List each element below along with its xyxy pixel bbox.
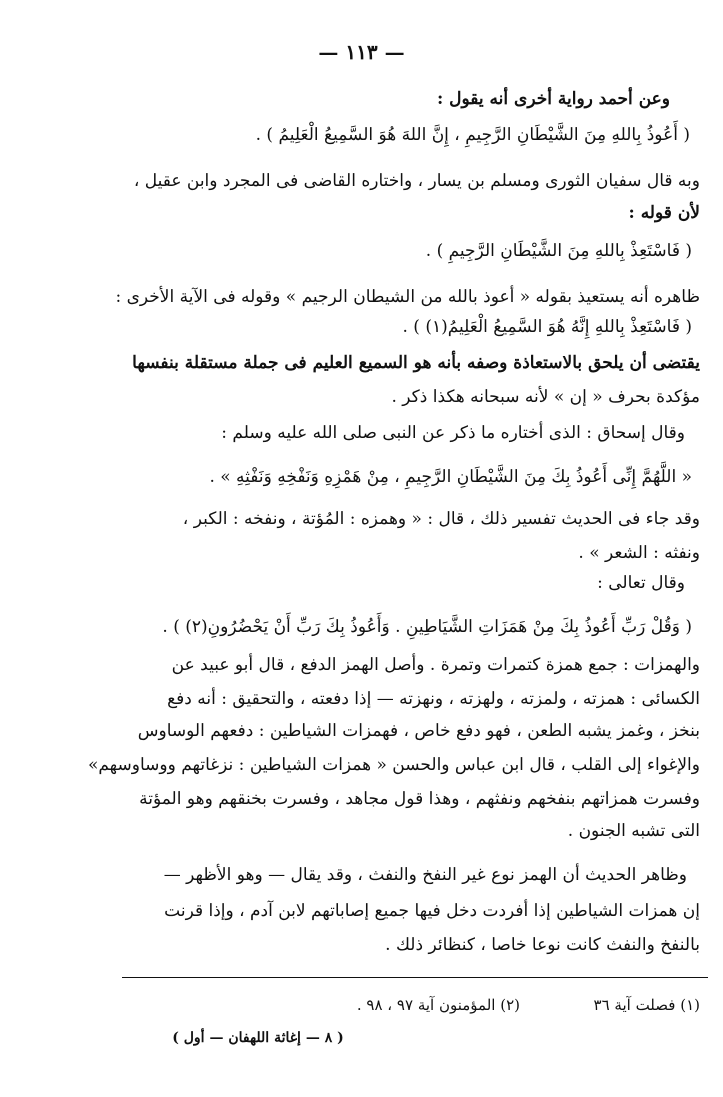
footnote-separator [122, 977, 708, 978]
signature-mark: ( ٨ — إغاثة اللهفان — أول ) [172, 1030, 344, 1046]
text-line: بنخز ، وغمز يشبه الطعن ، فهو دفع خاص ، فهمزات الشياطين : دفعهم الوساوس [137, 721, 700, 741]
text-line: والإغواء إلى القلب ، قال ابن عباس والحسن « همزات الشياطين : نزغاتهم ووساوسهم» [87, 755, 700, 775]
footnote-2: (٢) المؤمنون آية ٩٧ ، ٩٨ . [356, 996, 520, 1014]
text-line: مؤكدة بحرف « إن » لأنه سبحانه هكذا ذكر . [391, 387, 700, 407]
page-number: — ١١٣ — [318, 40, 405, 64]
text-line: يقتضى أن يلحق بالاستعاذة وصفه بأنه هو السميع العليم فى جملة مستقلة بنفسها [132, 353, 700, 373]
text-line: وقال إسحاق : الذى أختاره ما ذكر عن النبى صلى الله عليه وسلم : [221, 423, 685, 443]
text-line: وظاهر الحديث أن الهمز نوع غير النفخ والنفث ، وقد يقال — وهو الأظهر — [163, 865, 687, 885]
text-line: وبه قال سفيان الثورى ومسلم بن يسار ، واختاره القاضى فى المجرد وابن عقيل ، [133, 171, 700, 191]
text-line: لأن قوله : [628, 203, 700, 223]
text-line: ظاهره أنه يستعيذ بقوله « أعوذ بالله من الشيطان الرجيم » وقوله فى الآية الأخرى : [115, 287, 700, 307]
text-line: وعن أحمد رواية أخرى أنه يقول : [436, 89, 670, 109]
text-line: ونفثه : الشعر » . [578, 543, 700, 563]
text-line: إن همزات الشياطين إذا أفردت دخل فيها جميع إصاباتهم لابن آدم ، وإذا قرنت [164, 901, 700, 921]
text-line: وقال تعالى : [597, 573, 685, 593]
quran-verse-line: ( فَاسْتَعِذْ بِاللهِ مِنَ الشَّيْطَانِ الرَّجِيمِ ) . [425, 241, 692, 261]
hadith-line: « اللَّهُمَّ إِنِّى أَعُوذُ بِكَ مِنَ الشَّيْطَانِ الرَّجِيمِ ، مِنْ هَمْزِهِ وَنَفْخِهِ وَنَفْثِهِ » . [209, 467, 692, 487]
text-line: بالنفخ والنفث كانت نوعا خاصا ، كنظائر ذلك . [385, 935, 700, 955]
quran-verse-line: ( أَعُوذُ بِاللهِ مِنَ الشَّيْطَانِ الرَّجِيمِ ، إِنَّ اللهَ هُوَ السَّمِيعُ الْعَلِيمُ ) . [255, 125, 690, 145]
quran-verse-line: ( فَاسْتَعِذْ بِاللهِ إِنَّهُ هُوَ السَّمِيعُ الْعَلِيمُ(١) ) . [402, 317, 692, 337]
text-line: والهمزات : جمع همزة كتمرات وتمرة . وأصل الهمز الدفع ، قال أبو عبيد عن [171, 655, 700, 675]
quran-verse-line: ( وَقُلْ رَبِّ أَعُوذُ بِكَ مِنْ هَمَزَاتِ الشَّيَاطِينِ . وَأَعُوذُ بِكَ رَبِّ أَنْ يَحْضُرُونِ(٢) ) . [162, 617, 692, 637]
footnote-1: (١) فصلت آية ٣٦ [593, 996, 700, 1014]
text-line: وفسرت همزاتهم بنفخهم ونفثهم ، وهذا قول مجاهد ، وفسرت بخنقهم وهو المؤتة [139, 789, 700, 809]
text-line: التى تشبه الجنون . [567, 821, 700, 841]
text-line: الكسائى : همزته ، ولمزته ، ولهزته ، ونهزته — إذا دفعته ، والتحقيق : أنه دفع [167, 689, 700, 709]
text-line: وقد جاء فى الحديث تفسير ذلك ، قال : « وهمزه : المُؤتة ، ونفخه : الكبر ، [182, 509, 700, 529]
